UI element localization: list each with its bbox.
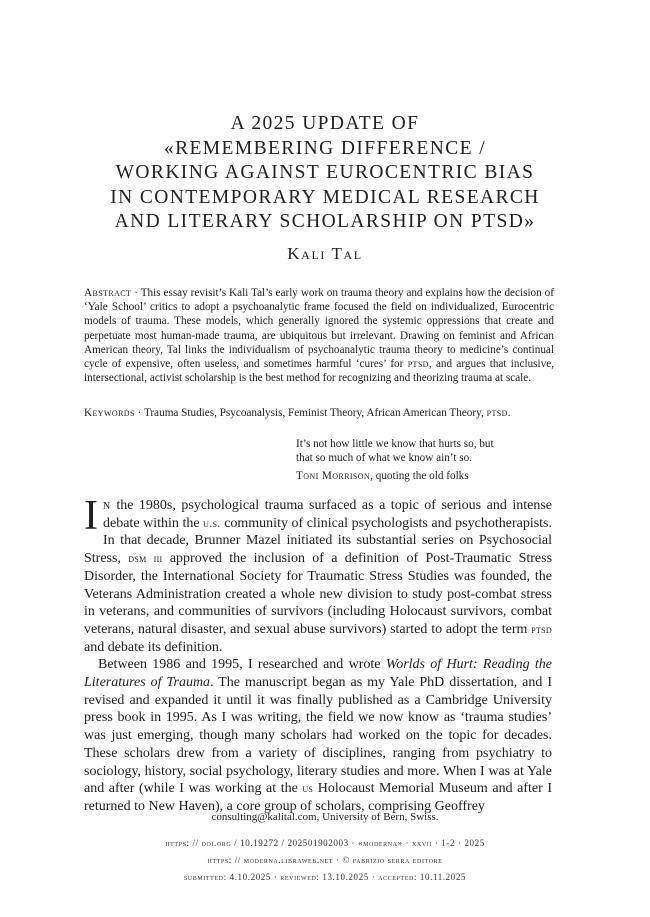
paragraph-text: Holocaust Memorial Museum and after I returned to New Haven), a core group of scholars, comprising Geoffrey	[84, 781, 552, 814]
abbrev-us: us	[302, 781, 314, 796]
epigraph-line: that so much of what we know ain’t so.	[296, 452, 472, 465]
paragraph	[84, 656, 552, 815]
epigraph-line: It’s not how little we know that hurts so, but	[296, 438, 494, 450]
abbrev-ptsd: ptsd	[531, 621, 552, 636]
keywords-separator: ·	[134, 407, 144, 419]
keywords-label: Keywords	[84, 407, 135, 419]
drop-cap: I	[84, 493, 98, 539]
abstract-ptsd: ptsd	[407, 358, 429, 371]
paragraph-text: and debate its definition.	[84, 639, 223, 655]
title-line: IN CONTEMPORARY MEDICAL RESEARCH	[110, 186, 540, 208]
paragraph-text: Between 1986 and 1995, I researched and wrote	[98, 657, 386, 673]
keywords	[84, 406, 564, 420]
title-line: A 2025 UPDATE OF	[230, 113, 420, 134]
paragraph-text: approved the inclusion of a definition of Post-Traumatic Stress Disorder, the International Society for Traumatic Stress Studies was founded, the Veterans Administration created a whole new division to study post-combat stress in veterans, and communities of survivors (including Holocaust survivors, combat veterans, natural disaster, and sexual abuse survivors) started to adopt the term	[84, 551, 553, 637]
title-line: «REMEMBERING DIFFERENCE /	[163, 137, 487, 159]
epigraph-source	[296, 469, 566, 483]
epigraph-attribution: , quoting the old folks	[370, 469, 469, 482]
abstract-label: Abstract	[84, 287, 132, 299]
publisher-line: https: // moderna.libraweb.net · © fabrizio serra editore	[207, 855, 443, 865]
article-title	[60, 112, 590, 235]
title-line: AND LITERARY SCHOLARSHIP ON PTSD»	[114, 211, 536, 232]
abstract-separator: ·	[131, 287, 141, 299]
book-title: Worlds of Hurt: Reading the Literatures of Trauma	[84, 657, 552, 691]
dates-line: submitted: 4.10.2025 · reviewed: 13.10.2025 · accepted: 10.11.2025	[183, 872, 467, 882]
abstract-text: This essay revisit’s Kali Tal’s early work on trauma theory and explains how the decision of ‘Yale School’ critics to adopt a psychoanalytic frame focused the field on individualized, Eurocentric models of trauma. These models, which generally ignored the systemic oppressions that create and perpetuate most human-made trauma, are ubiquitous but irrelevant. Drawing on feminist and African American theory, Tal links the individualism of psychoanalytic trauma theory to medicine’s continual cycle of expensive, often useless, and sometimes harmful ‘cures’ for	[84, 287, 554, 371]
keywords-text: Trauma Studies, Psycoanalysis, Feminist Theory, African American Theory,	[143, 407, 487, 419]
lead-word: n	[103, 498, 111, 513]
paragraph	[84, 493, 553, 656]
paragraph-text: . The manuscript began as my Yale PhD dissertation, and I revised and expanded it until it was finally published as a Cambridge University press book in 1995. As I was writing, the field we now know as ‘trauma studies’ was just emerging, though many scholars had worked on the topic for decades. These scholars drew from a variety of disciplines, ranging from psychiatry to sociology, history, social psychology, literary studies and more. When I was at Yale and after (while I was working at the	[84, 675, 552, 797]
paragraph-text: community of clinical psychologists and psychotherapists. In that decade, Brunner Mazel initiated its substantial series on Psychosocial Stress,	[84, 515, 552, 567]
author-name: Kali Tal	[287, 244, 363, 263]
author-contact-footnote: consulting@kalital.com, University of Bern, Swiss.	[211, 811, 439, 823]
abbrev-us: u.s.	[203, 515, 221, 530]
body-text	[84, 493, 553, 816]
doi-line: https: // doi.org / 10.19272 / 202501902003 · «moderna» · xxvii · 1-2 · 2025	[165, 838, 485, 848]
keywords-ptsd: ptsd	[486, 407, 508, 419]
abbrev-dsm: dsm iii	[128, 551, 163, 566]
title-line: WORKING AGAINST EUROCENTRIC BIAS	[115, 162, 535, 183]
abstract-text-end: , and argues that inclusive, intersectional, activist scholarship is the best method for recognizing and theorizing trauma at scale.	[84, 358, 554, 385]
epigraph	[296, 437, 566, 483]
abstract	[84, 286, 554, 385]
epigraph-author: Toni Morrison	[296, 469, 371, 482]
keywords-end: .	[507, 407, 511, 419]
paragraph-text: the 1980s, psychological trauma surfaced as a topic of serious and intense debate within the	[103, 498, 552, 531]
